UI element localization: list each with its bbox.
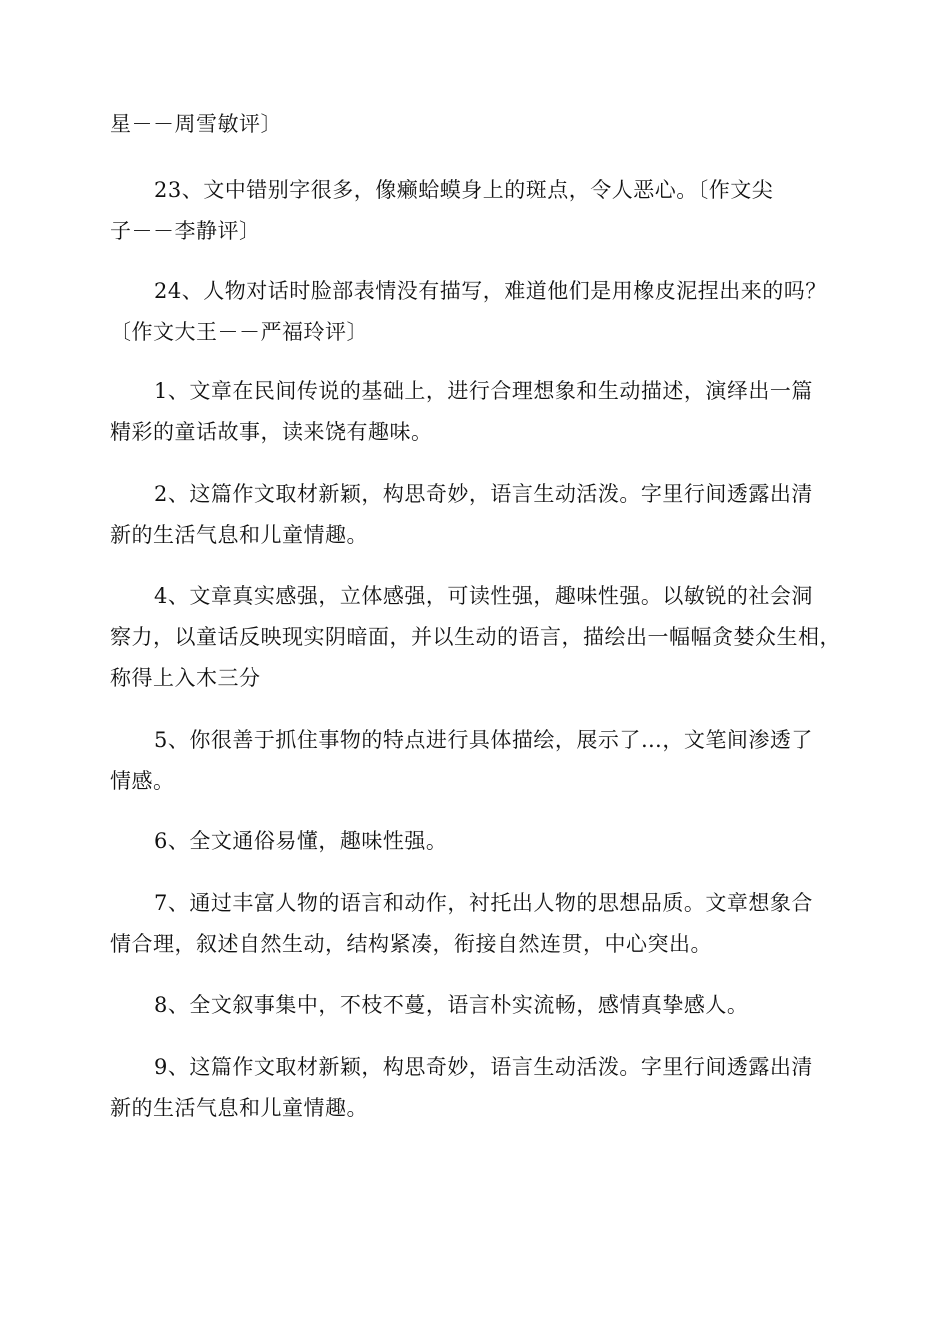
paragraph-line: 6、全文通俗易懂，趣味性强。 <box>154 829 448 853</box>
paragraph-line: 4、文章真实感强，立体感强，可读性强，趣味性强。以敏锐的社会洞 <box>154 584 813 608</box>
paragraph-comment-2 <box>110 474 845 556</box>
paragraph-line: 情合理，叙述自然生动，结构紧凑，衔接自然连贯，中心突出。 <box>110 932 712 956</box>
paragraph-line: 精彩的童话故事，读来饶有趣味。 <box>110 420 433 444</box>
paragraph-line: 情感。 <box>110 769 175 793</box>
paragraph-line: 察力，以童话反映现实阴暗面，并以生动的语言，描绘出一幅幅贪婪众生相， <box>110 625 841 649</box>
paragraph-continued-comment <box>110 104 845 145</box>
paragraph-line: 7、通过丰富人物的语言和动作，衬托出人物的思想品质。文章想象合 <box>154 891 813 915</box>
paragraph-comment-6 <box>110 821 845 862</box>
paragraph-line: 〔作文大王－－严福玲评〕 <box>110 320 368 344</box>
paragraph-comment-7 <box>110 883 845 965</box>
paragraph-line: 24、人物对话时脸部表情没有描写，难道他们是用橡皮泥捏出来的吗？ <box>154 279 827 303</box>
paragraph-line: 8、全文叙事集中，不枝不蔓，语言朴实流畅，感情真挚感人。 <box>154 993 749 1017</box>
paragraph-line: 子－－李静评〕 <box>110 219 261 243</box>
paragraph-comment-5 <box>110 720 845 802</box>
paragraph-line: 5、你很善于抓住事物的特点进行具体描绘，展示了…，文笔间渗透了 <box>154 728 813 752</box>
paragraph-comment-8 <box>110 985 845 1026</box>
paragraph-line: 2、这篇作文取材新颖，构思奇妙，语言生动活泼。字里行间透露出清 <box>154 482 813 506</box>
paragraph-line: 新的生活气息和儿童情趣。 <box>110 1096 368 1120</box>
paragraph-line: 称得上入木三分 <box>110 666 261 690</box>
paragraph-comment-24 <box>110 271 845 353</box>
paragraph-line: 星－－周雪敏评〕 <box>110 112 282 136</box>
paragraph-comment-9 <box>110 1047 845 1129</box>
paragraph-comment-23 <box>110 170 845 252</box>
paragraph-line: 新的生活气息和儿童情趣。 <box>110 523 368 547</box>
paragraph-comment-1 <box>110 371 845 453</box>
paragraph-line: 1、文章在民间传说的基础上，进行合理想象和生动描述，演绎出一篇 <box>154 379 813 403</box>
paragraph-line: 9、这篇作文取材新颖，构思奇妙，语言生动活泼。字里行间透露出清 <box>154 1055 813 1079</box>
paragraph-comment-4 <box>110 576 845 699</box>
paragraph-line: 23、文中错别字很多，像癞蛤蟆身上的斑点，令人恶心。〔作文尖 <box>154 178 774 202</box>
